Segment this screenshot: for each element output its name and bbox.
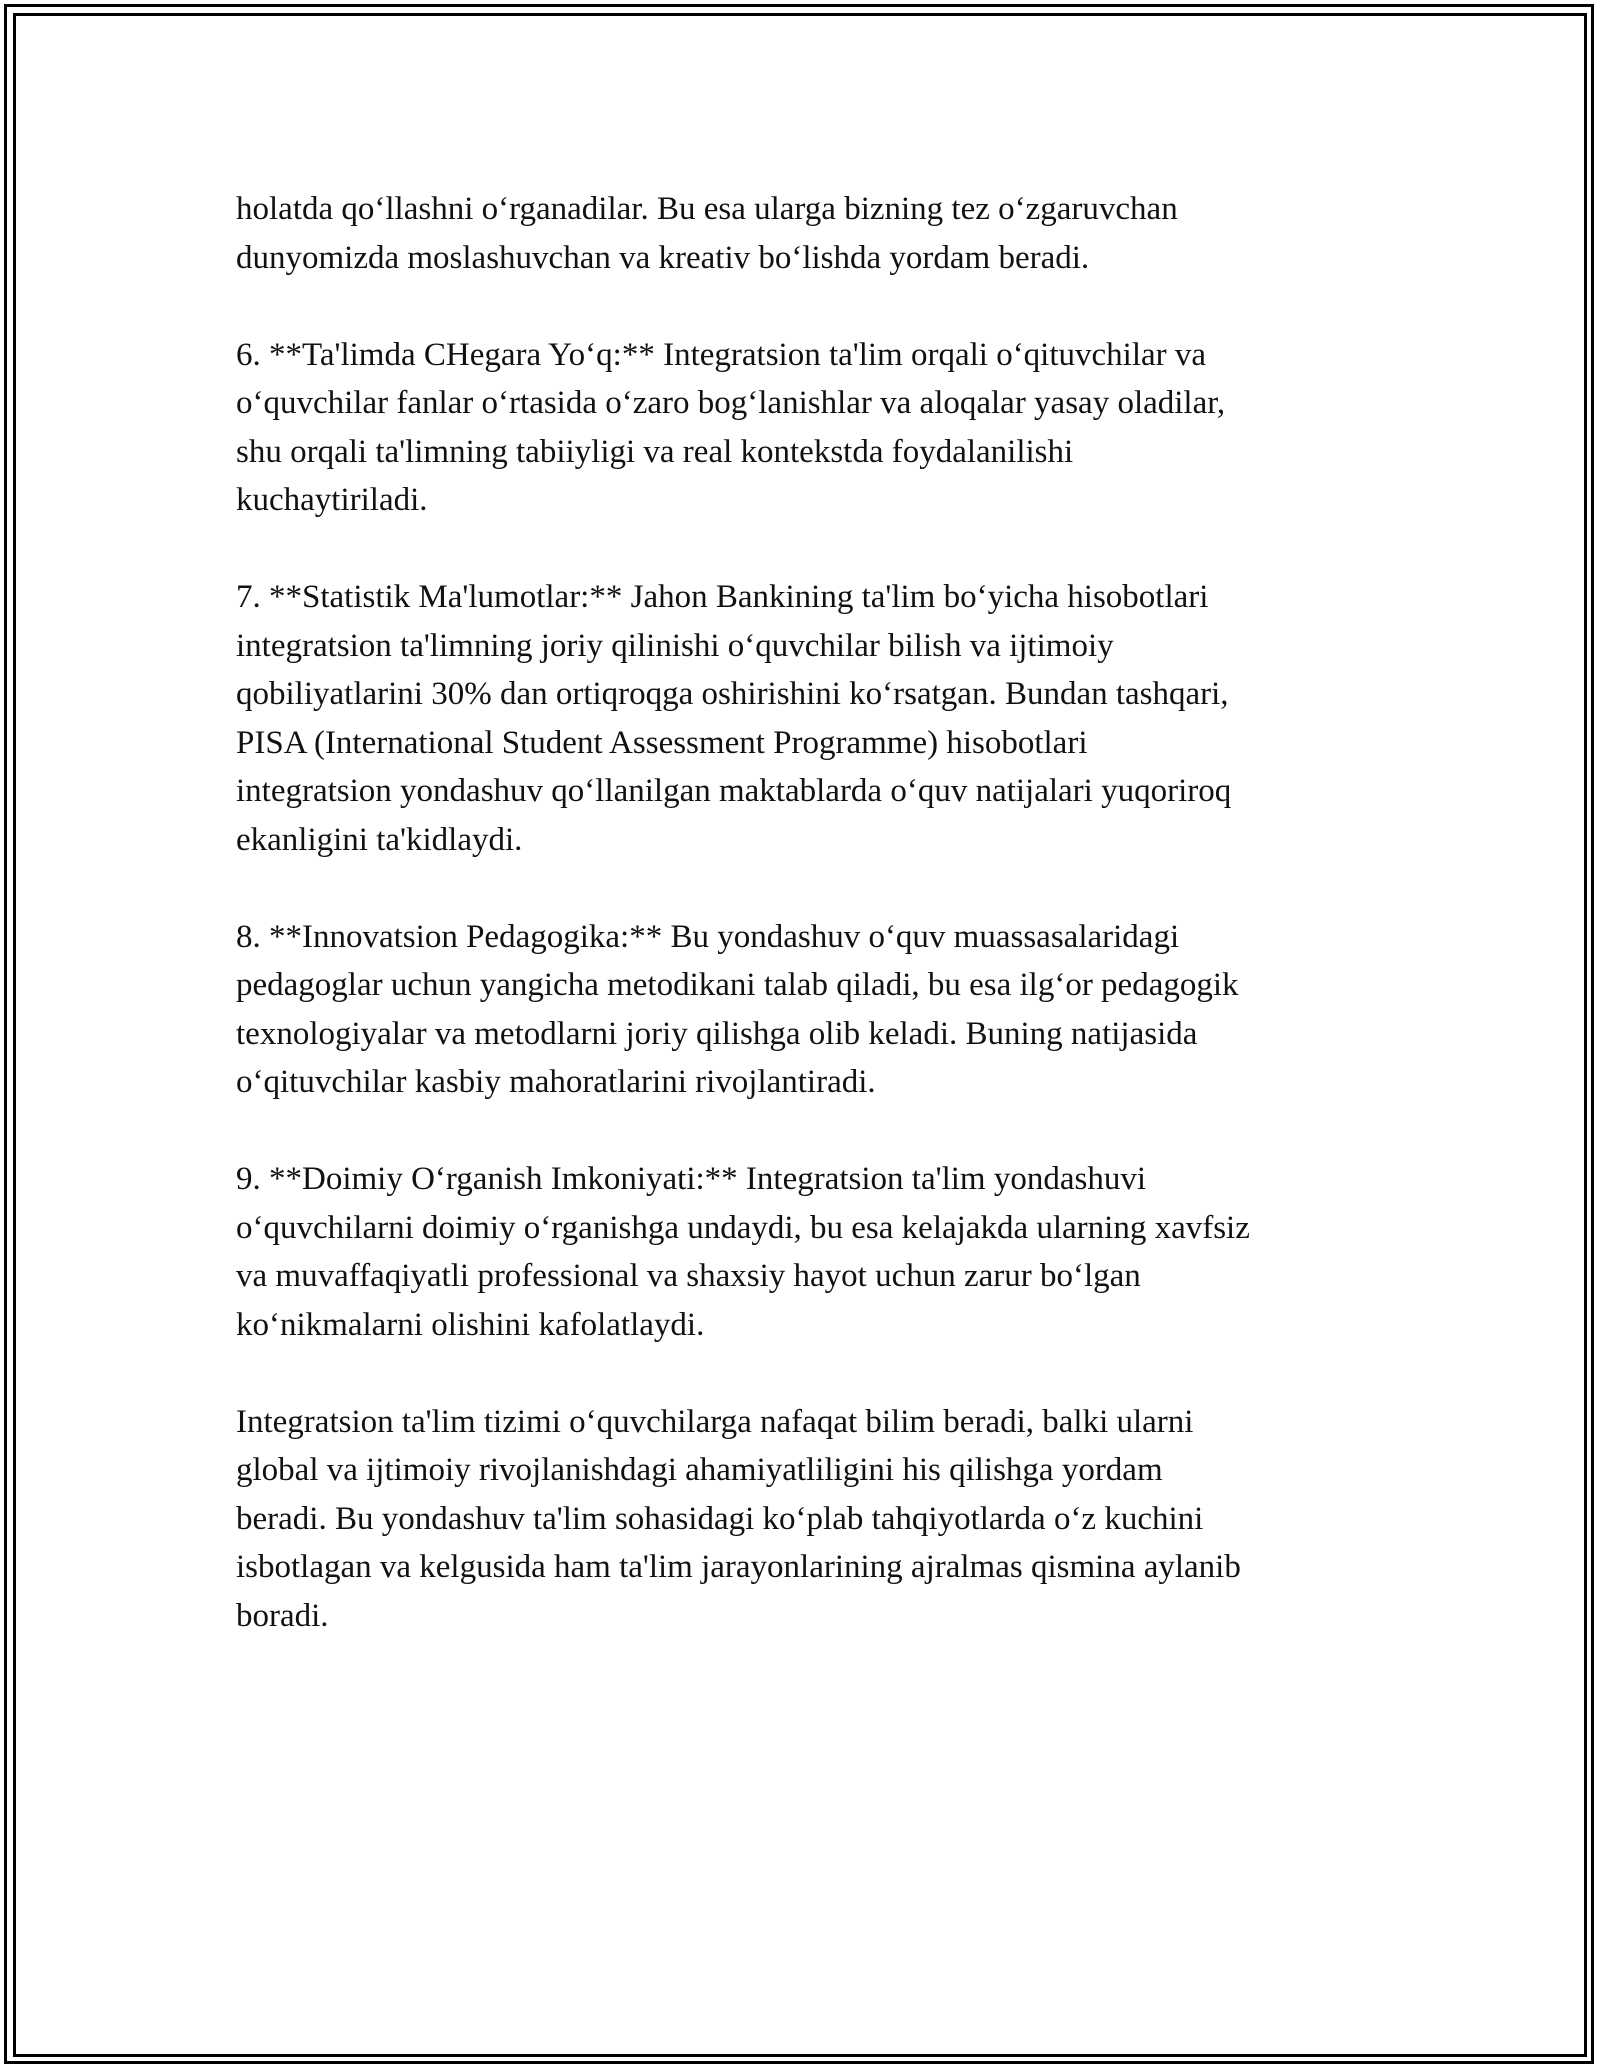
text-line: kuchaytiriladi. xyxy=(236,482,428,518)
text-line: 9. **Doimiy O‘rganish Imkoniyati:** Integratsion ta'lim yondashuvi xyxy=(236,1161,1146,1197)
text-line: 6. **Ta'limda CHegara Yo‘q:** Integratsion ta'lim orqali o‘qituvchilar va xyxy=(236,336,1207,373)
text-line: integratsion ta'limning joriy qilinishi o‘quvchilar bilish va ijtimoiy xyxy=(236,627,1114,664)
text-line: qobiliyatlarini 30% dan ortiqroqga oshirishini ko‘rsatgan. Bundan tashqari, xyxy=(236,676,1229,712)
paragraph-item-9 xyxy=(236,1155,1386,1349)
text-line: isbotlagan va kelgusida ham ta'lim jarayonlarining ajralmas qismina aylanib xyxy=(236,1549,1241,1585)
text-line: 8. **Innovatsion Pedagogika:** Bu yondashuv o‘quv muassasalaridagi xyxy=(236,918,1180,955)
paragraph-item-8 xyxy=(236,913,1386,1107)
paragraph-conclusion xyxy=(236,1398,1386,1641)
text-line: 7. **Statistik Ma'lumotlar:** Jahon Bankining ta'lim bo‘yicha hisobotlari xyxy=(236,579,1209,615)
text-line: o‘qituvchilar kasbiy mahoratlarini rivojlantiradi. xyxy=(236,1064,876,1100)
text-line: Integratsion ta'lim tizimi o‘quvchilarga nafaqat bilim beradi, balki ularni xyxy=(236,1403,1194,1440)
text-line: global va ijtimoiy rivojlanishdagi ahamiyatliligini his qilishga yordam xyxy=(236,1452,1163,1488)
paragraph-item-6 xyxy=(236,331,1386,525)
text-line: pedagoglar uchun yangicha metodikani talab qiladi, bu esa ilg‘or pedagogik xyxy=(236,967,1239,1003)
paragraph-continuation xyxy=(236,185,1386,282)
text-line: ko‘nikmalarni olishini kafolatlaydi. xyxy=(236,1306,705,1343)
text-line: integratsion yondashuv qo‘llanilgan maktablarda o‘quv natijalari yuqoriroq xyxy=(236,773,1232,809)
text-line: holatda qo‘llashni o‘rganadilar. Bu esa ularga bizning tez o‘zgaruvchan xyxy=(236,191,1178,227)
text-line: texnologiyalar va metodlarni joriy qilishga olib keladi. Buning natijasida xyxy=(236,1015,1198,1052)
text-line: o‘quvchilarni doimiy o‘rganishga undaydi, bu esa kelajakda ularning xavfsiz xyxy=(236,1209,1250,1246)
text-line: va muvaffaqiyatli professional va shaxsiy hayot uchun zarur bo‘lgan xyxy=(236,1258,1141,1294)
text-line: boradi. xyxy=(236,1597,329,1634)
text-line: PISA (International Student Assessment Programme) hisobotlari xyxy=(236,724,1088,761)
document-body xyxy=(236,185,1386,1689)
text-line: shu orqali ta'limning tabiiyligi va real kontekstda foydalanilishi xyxy=(236,433,1074,470)
text-line: beradi. Bu yondashuv ta'lim sohasidagi ko‘plab tahqiyotlarda o‘z kuchini xyxy=(236,1500,1204,1537)
text-line: dunyomizda moslashuvchan va kreativ bo‘lishda yordam beradi. xyxy=(236,239,1090,276)
text-line: o‘quvchilar fanlar o‘rtasida o‘zaro bog‘lanishlar va aloqalar yasay oladilar, xyxy=(236,385,1226,421)
paragraph-item-7 xyxy=(236,573,1386,864)
text-line: ekanligini ta'kidlaydi. xyxy=(236,821,523,858)
